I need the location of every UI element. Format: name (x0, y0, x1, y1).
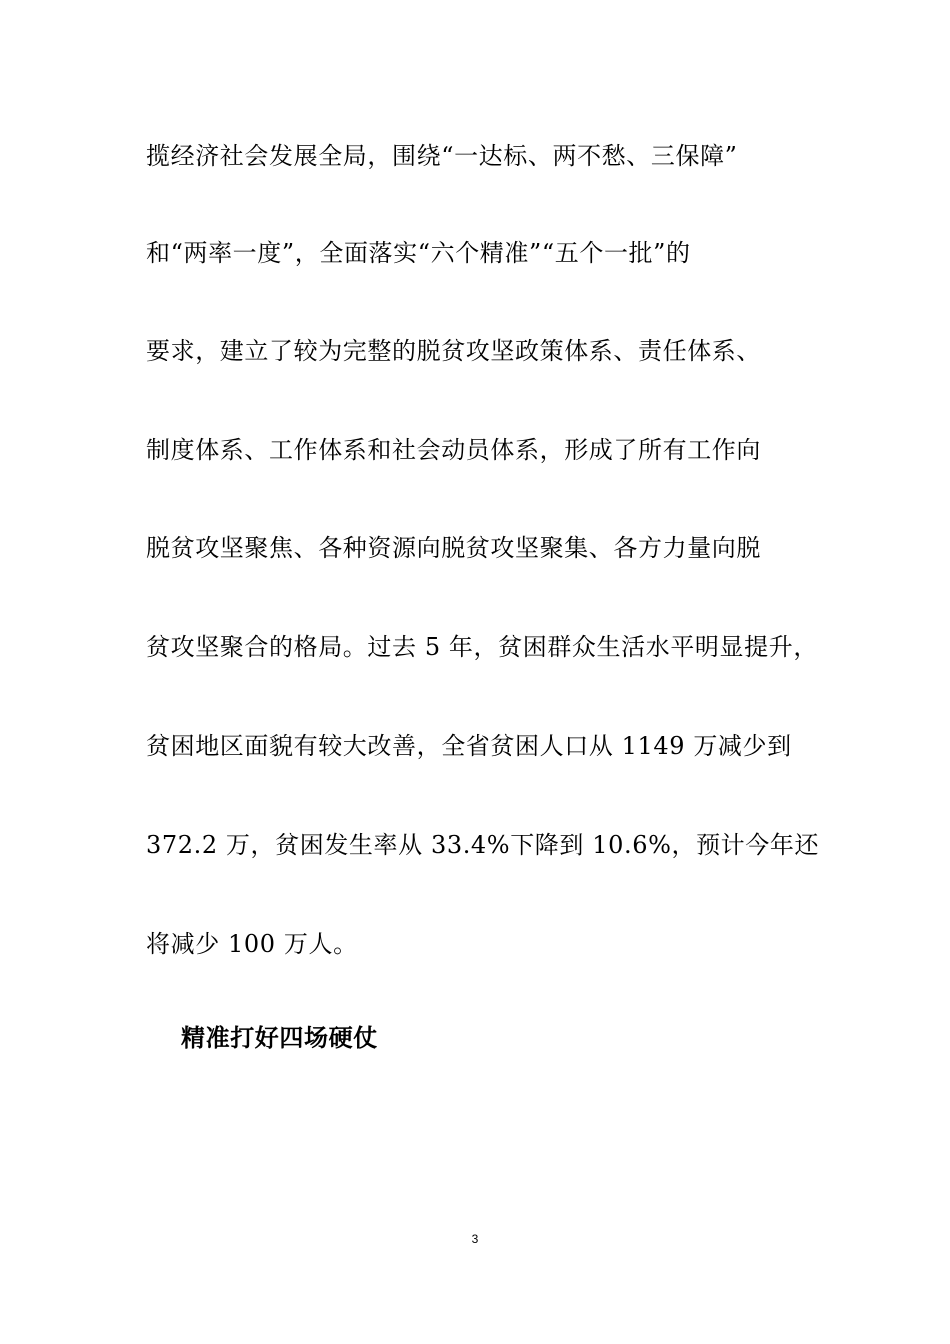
section-heading: 精准打好四场硬仗 (181, 1023, 378, 1052)
body-text-line: 脱贫攻坚聚焦、各种资源向脱贫攻坚聚集、各方力量向脱 (146, 534, 761, 562)
body-text-line: 和“两率一度”，全面落实“六个精准”“五个一批”的 (146, 239, 691, 267)
body-text-line: 揽经济社会发展全局，围绕“一达标、两不愁、三保障” (146, 142, 738, 170)
body-text-line: 372.2 万，贫困发生率从 33.4%下降到 10.6%，预计今年还 (146, 831, 820, 859)
body-text-line: 要求，建立了较为完整的脱贫攻坚政策体系、责任体系、 (146, 337, 761, 365)
body-text-line: 贫困地区面貌有较大改善，全省贫困人口从 1149 万减少到 (146, 732, 792, 760)
body-text-line: 制度体系、工作体系和社会动员体系，形成了所有工作向 (146, 436, 761, 464)
page-number: 3 (471, 1232, 479, 1246)
body-text-line: 贫攻坚聚合的格局。过去 5 年，贫困群众生活水平明显提升， (146, 633, 818, 661)
body-text-line: 将减少 100 万人。 (146, 930, 358, 958)
